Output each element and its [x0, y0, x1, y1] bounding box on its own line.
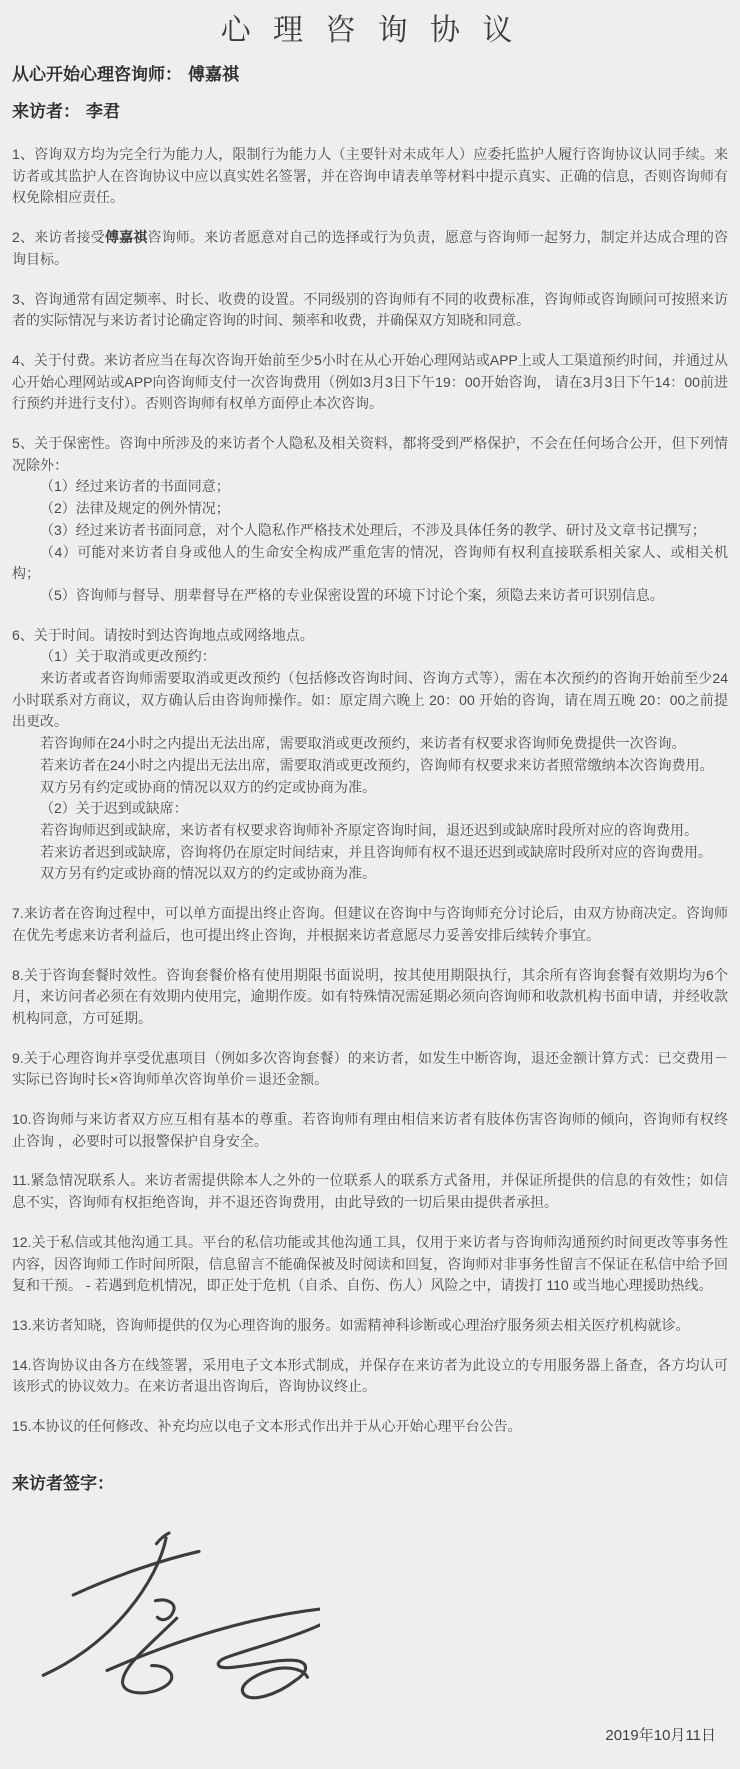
clause-line	[12, 227, 728, 270]
clause-2	[12, 227, 728, 270]
clause-line: 双方另有约定或协商的情况以双方的约定或协商为准。	[40, 778, 376, 795]
clause-line: 若来访者在24小时之内提出无法出席，需要取消或更改预约，咨询师有权要求来访者照常缴纳本次咨询费用。	[40, 756, 714, 773]
clause-12	[12, 1232, 728, 1297]
clause-line: 来访者或者咨询师需要取消或更改预约（包括修改咨询时间、咨询方式等），需在本次预约的咨询开始前至少24小时联系对方商议，双方确认后由咨询师操作。如：原定周六晚上 20：00 开始的咨询，请在周五晚 20：00之前提出更改。	[12, 670, 728, 730]
clause-line: 7.来访者在咨询过程中，可以单方面提出终止咨询。但建议在咨询中与咨询师充分讨论后，由双方协商决定。咨询师在优先考虑来访者利益后，也可提出终止咨询，并根据来访者意愿尽力妥善安排后续转介事宜。	[12, 905, 728, 943]
clause-line: 11.紧急情况联系人。来访者需提供除本人之外的一位联系人的联系方式备用，并保证所提供的信息的有效性；如信息不实，咨询师有权拒绝咨询，并不退还咨询费用，由此导致的一切后果由提供者承担。	[12, 1172, 728, 1211]
clause-line: 9.关于心理咨询并享受优惠项目（例如多次咨询套餐）的来访者，如发生中断咨询，退还金额计算方式：已交费用－实际已咨询时长×咨询师单次咨询单价＝退还金额。	[12, 1049, 728, 1088]
clause-2-post: 咨询师。来访者愿意对自己的选择或行为负责，愿意与咨询师一起努力，制定并达成合理的咨询目标。	[12, 229, 728, 267]
clause-line: （1）经过来访者的书面同意；	[40, 478, 230, 495]
clause-line: 8.关于咨询套餐时效性。咨询套餐价格有使用期限书面说明，按其使用期限执行，其余所有咨询套餐有效期均为6个月，来访问者必须在有效期内使用完，逾期作废。如有特殊情况需延期必须向咨询师和收款机构书面申请，并经收款机构同意，方可延期。	[12, 966, 728, 1026]
visitor-label: 来访者：	[12, 102, 80, 121]
clause-line: （1）关于取消或更改预约：	[40, 648, 216, 665]
counselor-line	[12, 63, 728, 87]
clause-line: 若咨询师迟到或缺席，来访者有权要求咨询师补齐原定咨询时间，退还迟到或缺席时段所对应的咨询费用。	[40, 821, 698, 838]
clause-line: （2）法律及规定的例外情况；	[40, 500, 230, 517]
clause-line: 4、关于付费。来访者应当在每次咨询开始前至少5小时在从心开始心理网站或APP上或人工渠道预约时间，并通过从心开始心理网站或APP向咨询师支付一次咨询费用（例如3月3日下午19：00开始咨询， 请在3月3日下午14：00前进行预约并进行支付）。否则咨询师有权单方面停止本次咨询。	[12, 351, 728, 412]
clause-line: 若咨询师在24小时之内提出无法出席，需要取消或更改预约，来访者有权要求咨询师免费提供一次咨询。	[40, 735, 686, 752]
clause-line: 14.咨询协议由各方在线签署，采用电子文本形式制成，并保存在来访者为此设立的专用服务器上备查，各方均认可该形式的协议效力。在来访者退出咨询后，咨询协议终止。	[12, 1356, 728, 1395]
clause-line: 15.本协议的任何修改、补充均应以电子文本形式作出并于从心开始心理平台公告。	[12, 1418, 522, 1435]
clause-line: 10.咨询师与来访者双方应互相有基本的尊重。若咨询师有理由相信来访者有肢体伤害咨询师的倾向，咨询师有权终止咨询 ，必要时可以报警保护自身安全。	[12, 1111, 728, 1149]
clause-4	[12, 350, 728, 415]
clause-list	[12, 144, 728, 1438]
clause-8	[12, 965, 728, 1030]
clause-14	[12, 1355, 728, 1398]
counselor-label: 从心开始心理咨询师：	[12, 65, 182, 84]
page-title: 心 理 咨 询 协 议	[220, 14, 520, 47]
clause-line: 1、咨询双方均为完全行为能力人，限制行为能力人（主要针对未成年人）应委托监护人履行咨询协议认同手续。来访者或其监护人在咨询协议中应以真实姓名签署，并在咨询申请表单等材料中提示真实、正确的信息，否则咨询师有权免除相应责任。	[12, 146, 728, 206]
clause-2-counselor-name: 傅嘉祺	[104, 229, 148, 246]
counselor-name: 傅嘉祺	[188, 65, 239, 84]
clause-line: 5、关于保密性。咨询中所涉及的来访者个人隐私及相关资料，都将受到严格保护，不会在任何场合公开，但下列情况除外：	[12, 435, 728, 473]
clause-3	[12, 289, 728, 332]
visitor-line	[12, 100, 728, 124]
clause-5	[12, 433, 728, 607]
clause-line: （5）咨询师与督导、朋辈督导在严格的专业保密设置的环境下讨论个案，须隐去来访者可识别信息。	[40, 586, 664, 603]
clause-10	[12, 1109, 728, 1152]
clause-6	[12, 625, 728, 885]
visitor-signature-image	[20, 1512, 320, 1707]
signing-date: 2019年10月11日	[605, 1726, 716, 1744]
visitor-name: 李君	[86, 102, 120, 121]
clause-line: （3）经过来访者书面同意，对个人隐私作严格技术处理后，不涉及具体任务的教学、研讨及文章书记撰写；	[40, 521, 706, 538]
signature-area	[20, 1512, 728, 1707]
signature-label: 来访者签字：	[12, 1473, 114, 1493]
clause-line: 13.来访者知晓，咨询师提供的仅为心理咨询的服务。如需精神科诊断或心理治疗服务须去相关医疗机构就诊。	[12, 1316, 690, 1333]
clause-7	[12, 903, 728, 946]
clause-line: 双方另有约定或协商的情况以双方的约定或协商为准。	[40, 865, 376, 882]
clause-15	[12, 1416, 728, 1438]
clause-13	[12, 1315, 728, 1337]
clause-line: 6、关于时间。请按时到达咨询地点或网络地点。	[12, 626, 314, 643]
clause-line: 3、咨询通常有固定频率、时长、收费的设置。不同级别的咨询师有不同的收费标准，咨询师或咨询顾问可按照来访者的实际情况与来访者讨论确定咨询的时间、频率和收费，并确保双方知晓和同意。	[12, 290, 728, 329]
clause-2-pre: 2、来访者接受	[12, 229, 105, 246]
clause-line: 若来访者迟到或缺席，咨询将仍在原定时间结束，并且咨询师有权不退还迟到或缺席时段所对应的咨询费用。	[40, 843, 712, 860]
clause-1	[12, 144, 728, 209]
clause-line: （2）关于迟到或缺席：	[40, 800, 188, 817]
clause-11	[12, 1170, 728, 1213]
clause-line: （4）可能对来访者自身或他人的生命安全构成严重危害的情况，咨询师有权利直接联系相关家人、或相关机构；	[12, 543, 728, 582]
clause-9	[12, 1048, 728, 1091]
clause-line: 12.关于私信或其他沟通工具。平台的私信功能或其他沟通工具，仅用于来访者与咨询师沟通预约时间更改等事务性内容，因咨询师工作时间所限，信息留言不能确保被及时阅读和回复，咨询师对非事务性留言不保证在私信中给予回复和干预。 - 若遇到危机情况，即正处于危机（自杀、自伤、伤人）风险之中，请拨打 110 或当地心理援助热线。	[12, 1233, 728, 1294]
